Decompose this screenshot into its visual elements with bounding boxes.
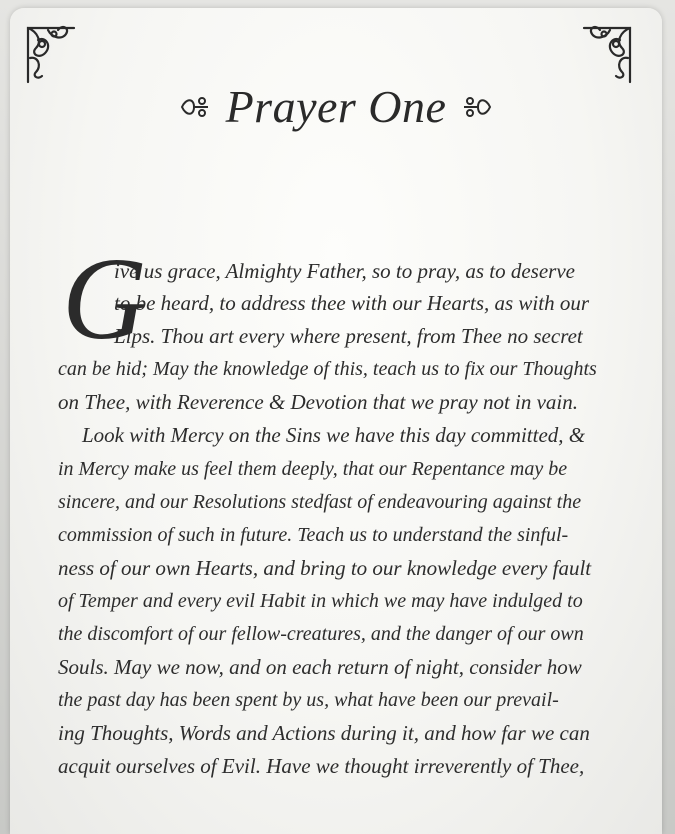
- text-line: sincere, and our Resolutions stedfast of endeavouring against the: [58, 491, 582, 513]
- text-line: Look with Mercy on the Sins we have this day committed, &: [82, 423, 586, 447]
- fleuron-icon: [178, 94, 212, 120]
- drop-cap: G: [62, 233, 148, 364]
- page-title: Prayer One: [225, 81, 447, 132]
- text-line: in Mercy make us feel them deeply, that our Repentance may be: [58, 458, 568, 480]
- text-line: of Temper and every evil Habit in which we may have indulged to: [58, 590, 583, 612]
- text-line: ing Thoughts, Words and Actions during it, and how far we can: [58, 721, 590, 745]
- text-line: Souls. May we now, and on each return of night, consider how: [58, 655, 582, 679]
- text-line: the past day has been spent by us, what have been our prevail-: [58, 689, 559, 711]
- fleuron-icon: [460, 94, 494, 120]
- text-line: commission of such in future. Teach us to understand the sinful-: [58, 524, 569, 546]
- text-line: to be heard, to address thee with our Hearts, as with our: [114, 291, 590, 315]
- text-line: Lips. Thou art every where present, from Thee no secret: [114, 324, 583, 348]
- corner-flourish-icon: [24, 22, 78, 86]
- text-line: acquit ourselves of Evil. Have we thought irreverently of Thee,: [58, 754, 585, 778]
- corner-flourish-icon: [580, 22, 634, 86]
- text-line: on Thee, with Reverence & Devotion that we pray not in vain.: [58, 390, 579, 414]
- text-line: ive us grace, Almighty Father, so to pray, as to deserve: [114, 259, 575, 283]
- text-line: can be hid; May the knowledge of this, teach us to fix our Thoughts: [58, 358, 597, 380]
- title-row: [10, 80, 662, 133]
- text-line: the discomfort of our fellow-creatures, and the danger of our own: [58, 623, 584, 645]
- text-line: ness of our own Hearts, and bring to our knowledge every fault: [58, 556, 592, 580]
- prayer-card: [10, 8, 662, 834]
